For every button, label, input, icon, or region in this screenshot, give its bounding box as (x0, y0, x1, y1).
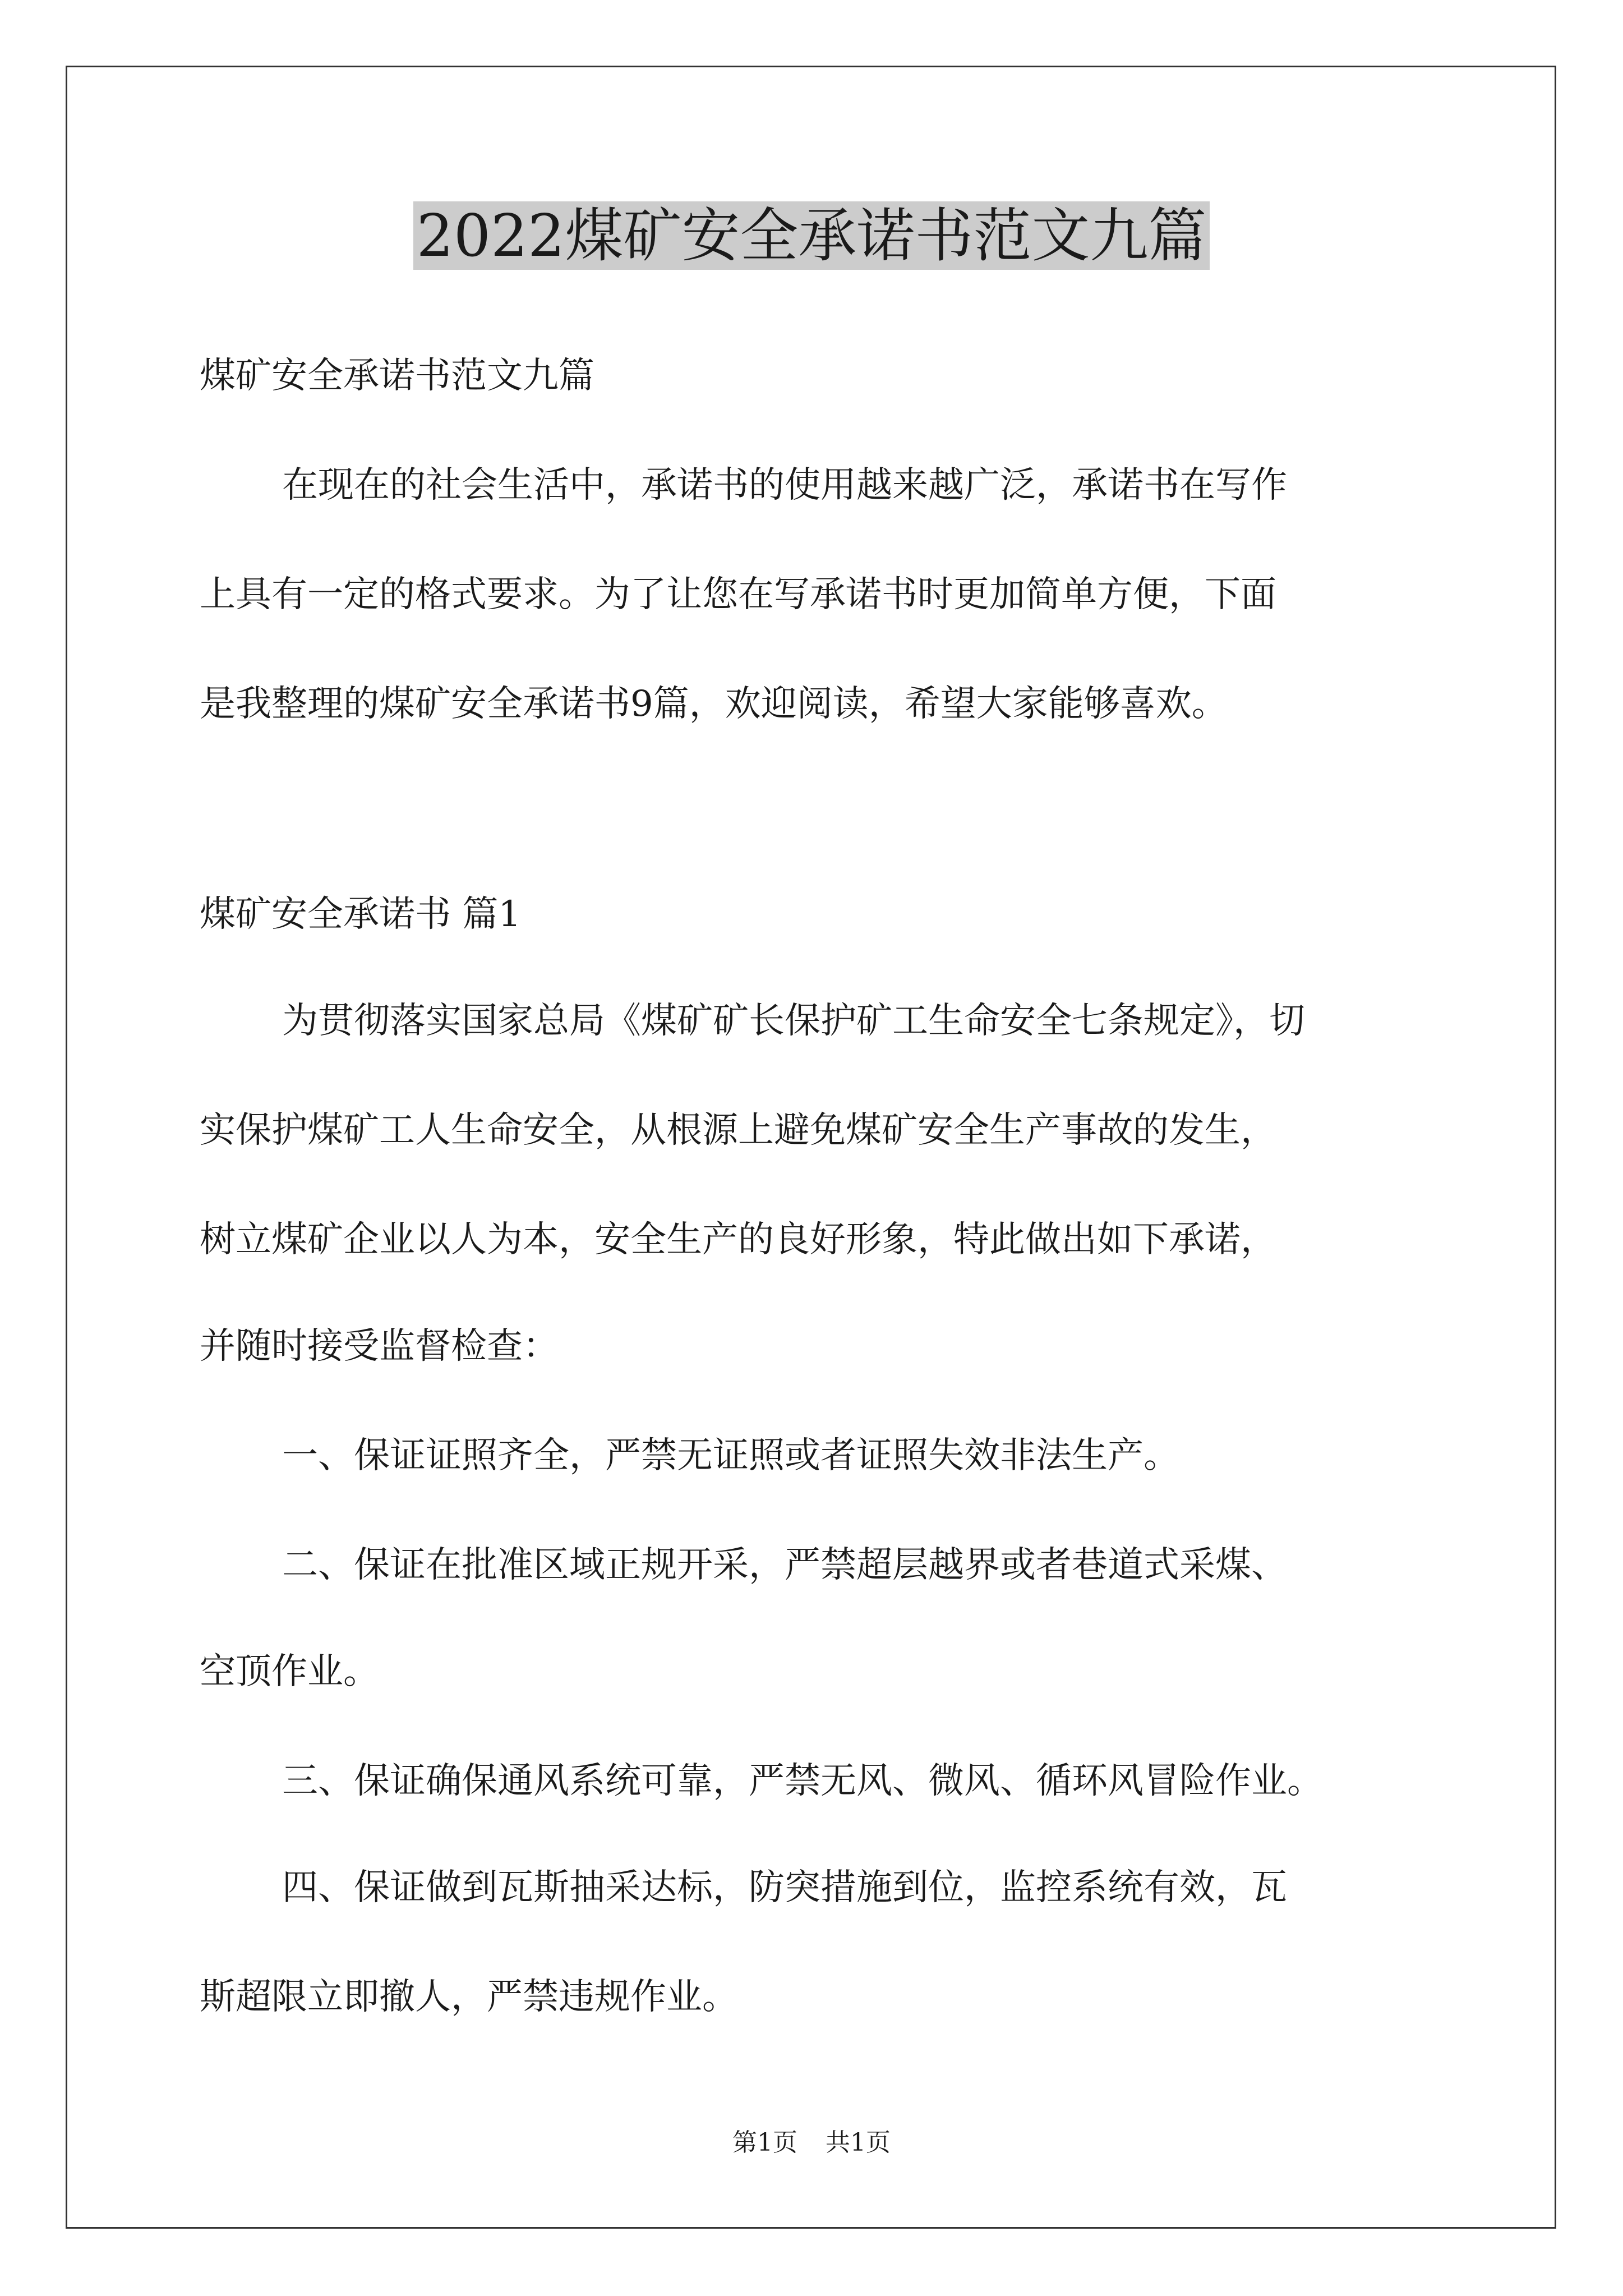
intro-line-2: 上具有一定的格式要求。为了让您在写承诺书时更加简单方便，下面 (200, 574, 1276, 615)
item-4-line-1: 四、保证做到瓦斯抽采达标，防突措施到位，监控系统有效，瓦 (282, 1867, 1287, 1908)
section-heading: 煤矿安全承诺书 篇1 (200, 894, 522, 935)
subtitle-line: 煤矿安全承诺书范文九篇 (200, 355, 594, 397)
body-line-3: 树立煤矿企业以人为本，安全生产的良好形象，特此做出如下承诺， (200, 1219, 1276, 1260)
page-total: 共1页 (826, 2128, 891, 2157)
item-2-line-2: 空顶作业。 (200, 1651, 379, 1692)
item-4-line-2: 斯超限立即撤人，严禁违规作业。 (200, 1976, 738, 2018)
page-number: 第1页 (732, 2128, 797, 2157)
page-footer (0, 2126, 1623, 2160)
item-3-line: 三、保证确保通风系统可靠，严禁无风、微风、循环风冒险作业。 (282, 1760, 1323, 1802)
intro-line-1: 在现在的社会生活中，承诺书的使用越来越广泛，承诺书在写作 (282, 464, 1287, 506)
body-line-2: 实保护煤矿工人生命安全，从根源上避免煤矿安全生产事故的发生， (200, 1110, 1276, 1151)
document-title-text: 2022煤矿安全承诺书范文九篇 (413, 201, 1210, 270)
item-2-line-1: 二、保证在批准区域正规开采，严禁超层越界或者巷道式采煤、 (282, 1544, 1287, 1586)
document-title (0, 196, 1623, 275)
body-line-4: 并随时接受监督检查： (200, 1326, 559, 1367)
intro-line-3: 是我整理的煤矿安全承诺书9篇，欢迎阅读，希望大家能够喜欢。 (200, 683, 1228, 725)
body-line-1: 为贯彻落实国家总局《煤矿矿长保护矿工生命安全七条规定》，切 (282, 1000, 1305, 1042)
item-1-line: 一、保证证照齐全，严禁无证照或者证照失效非法生产。 (282, 1435, 1179, 1476)
